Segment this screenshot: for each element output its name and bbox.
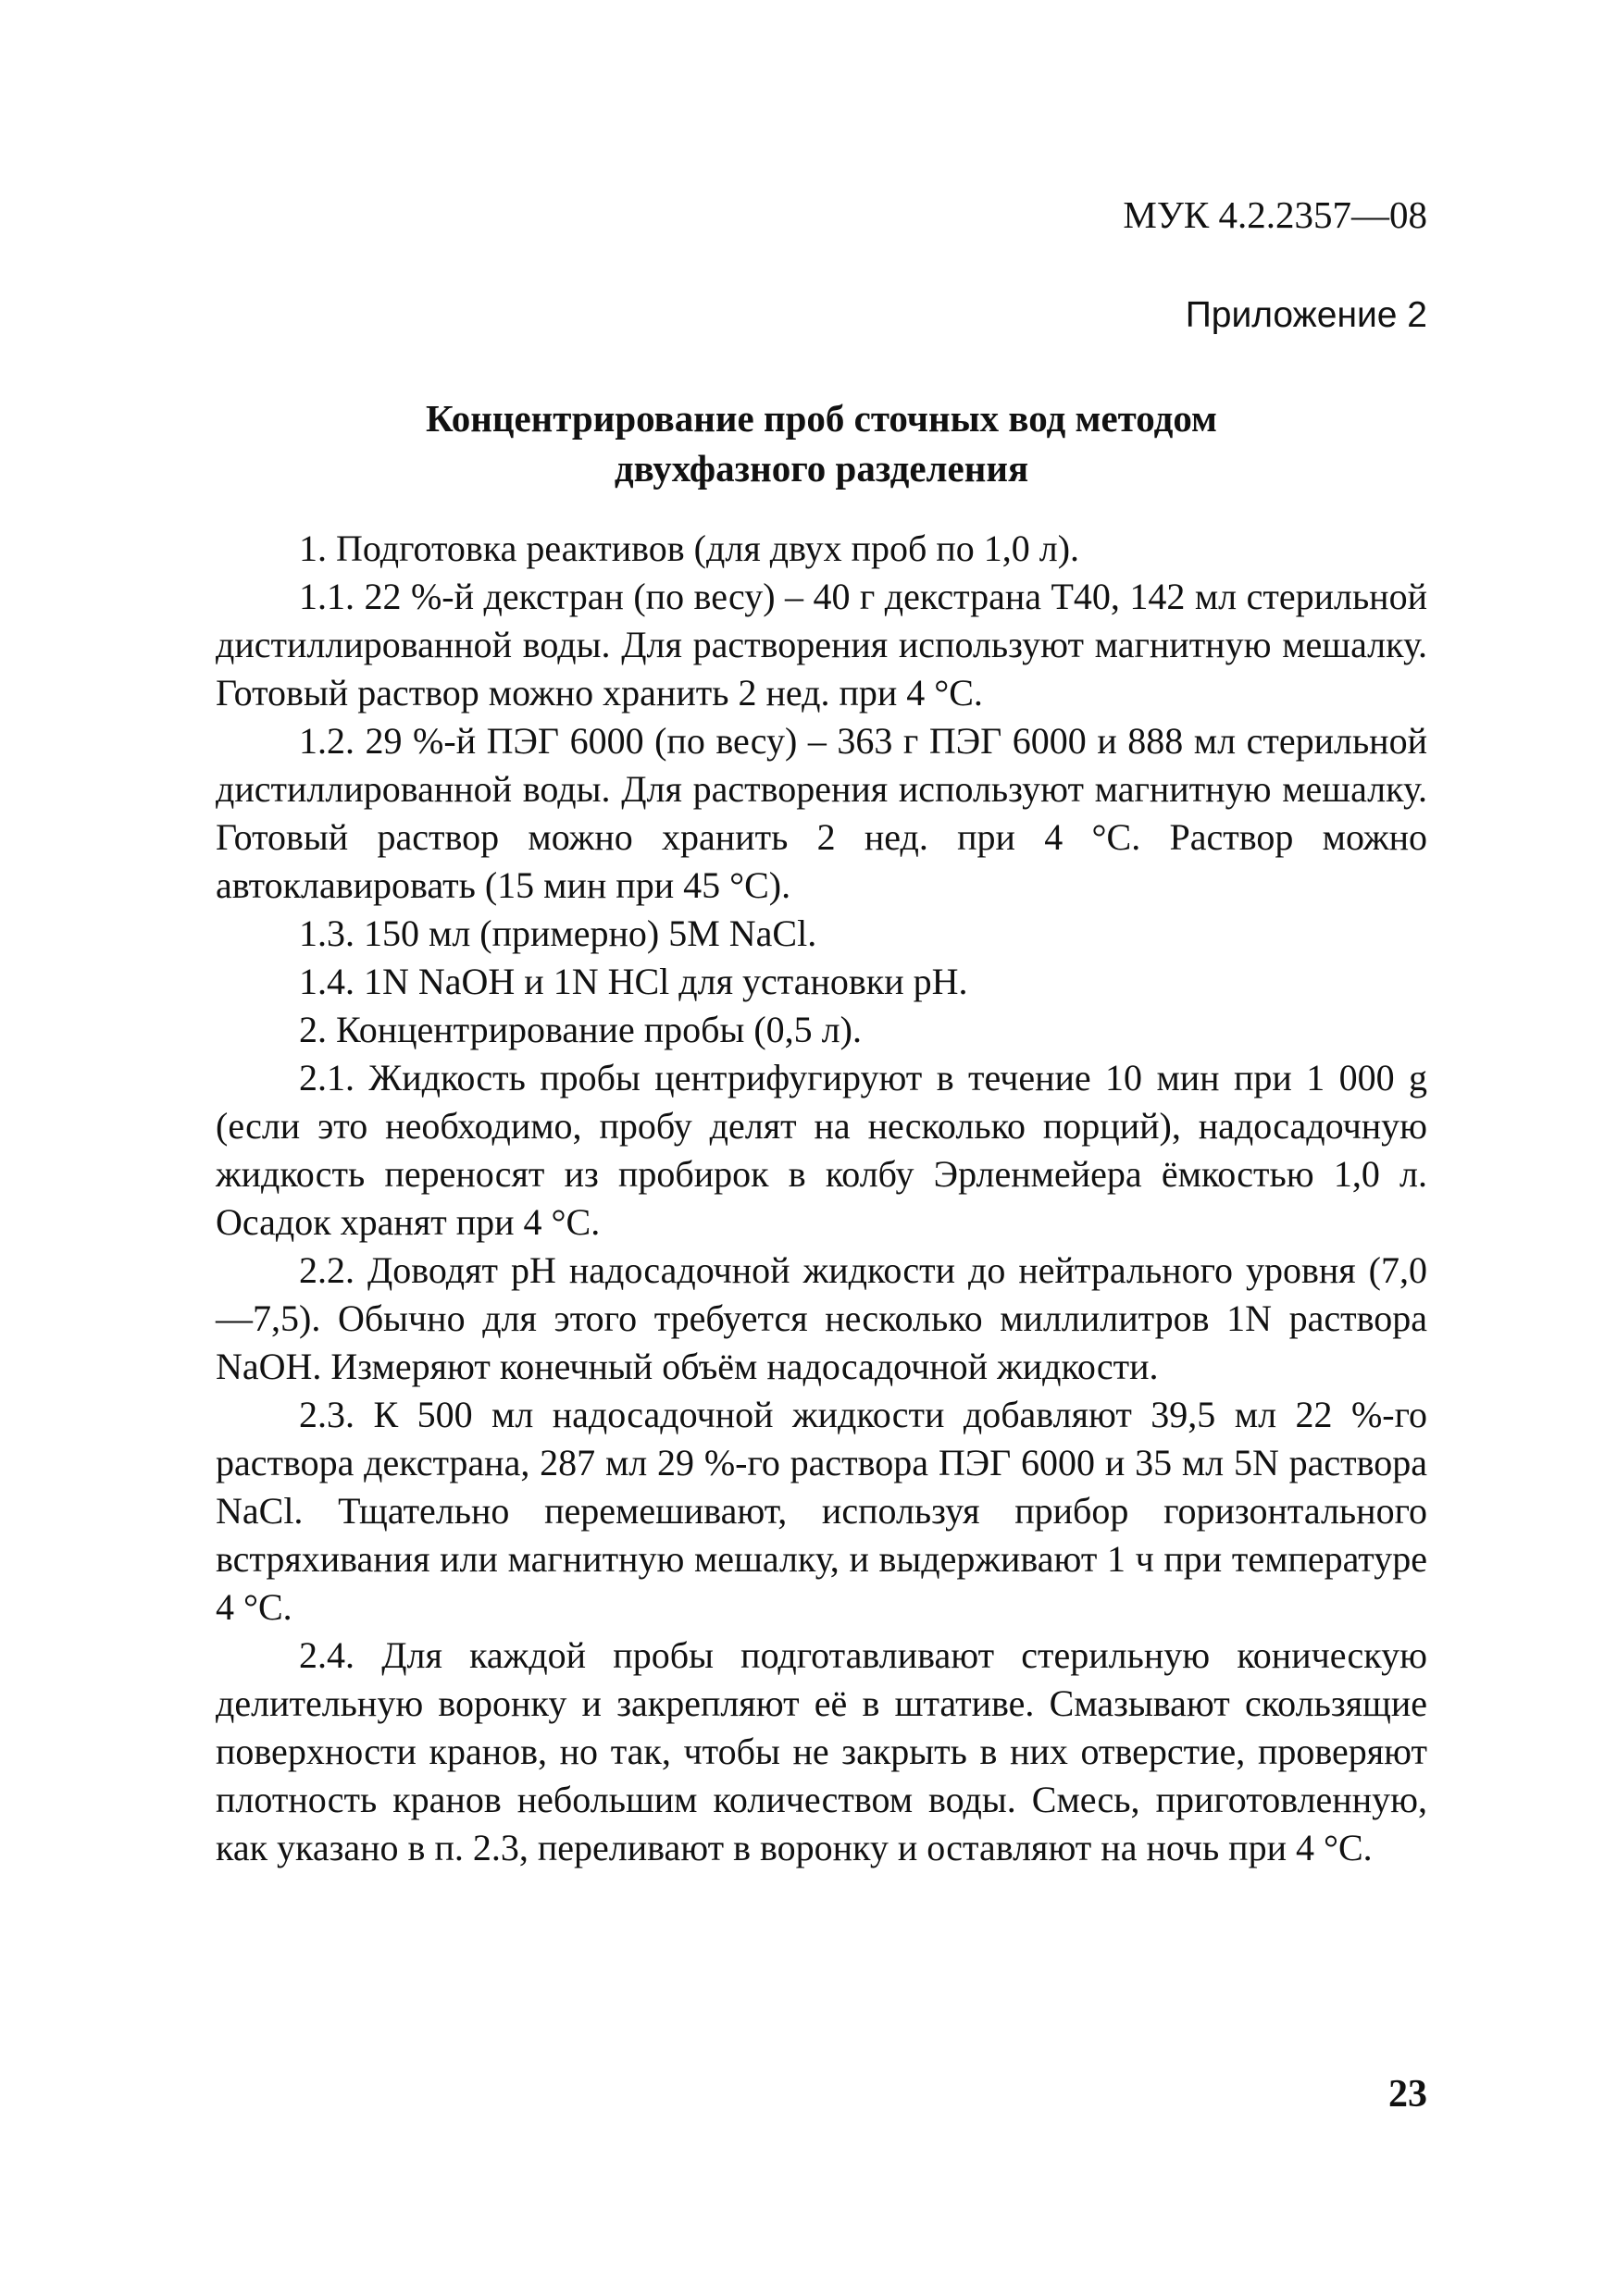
paragraph-2-4: 2.4. Для каждой пробы подготавливают стерильную коническую делительную воронку и закрепляют её в штативе. Смазывают скользящие поверхности кранов, но так, чтобы не закрыть в них отверстие, проверяют плотность кранов небольшим количеством воды. Смесь, приготовленную, как указано в п. 2.3, переливают в воронку и оставляют на ночь при 4 °С. bbox=[216, 1634, 1427, 1868]
paragraph-1-4: 1.4. 1N NaOH и 1N HCl для установки pH. bbox=[299, 961, 968, 1002]
paragraph-2-2: 2.2. Доводят pH надосадочной жидкости до нейтрального уровня (7,0—7,5). Обычно для этого требуется несколько миллилитров 1N раствора NaOH. Измеряют конечный объём надосадочной жидкости. bbox=[216, 1249, 1427, 1387]
appendix-label: Приложение 2 bbox=[1185, 295, 1427, 335]
document-code: МУК 4.2.2357—08 bbox=[1123, 193, 1427, 236]
page-number: 23 bbox=[1388, 2073, 1427, 2116]
paragraph-2-1: 2.1. Жидкость пробы центрифугируют в течение 10 мин при 1 000 g (если это необходимо, пробу делят на несколько порций), надосадочную жидкость переносят из пробирок в колбу Эрленмейера ёмкостью 1,0 л. Осадок хранят при 4 °С. bbox=[216, 1057, 1427, 1243]
section-title-line-1: Концентрирование проб сточных вод методом bbox=[426, 397, 1217, 440]
paragraph-1-2: 1.2. 29 %-й ПЭГ 6000 (по весу) – 363 г ПЭГ 6000 и 888 мл стерильной дистиллированной воды. Для растворения используют магнитную мешалку. Готовый раствор можно хранить 2 нед. при 4 °С. Раствор можно автоклавировать (15 мин при 45 °С). bbox=[216, 720, 1427, 906]
section-title bbox=[216, 393, 1427, 493]
paragraph-2-3: 2.3. К 500 мл надосадочной жидкости добавляют 39,5 мл 22 %-го раствора декстрана, 287 мл 29 %-го раствора ПЭГ 6000 и 35 мл 5N раствора NaCl. Тщательно перемешивают, используя прибор горизонтального встряхивания или магнитную мешалку, и выдерживают 1 ч при температуре 4 °С. bbox=[216, 1394, 1427, 1628]
paragraph-1-3: 1.3. 150 мл (примерно) 5M NaCl. bbox=[299, 912, 817, 954]
paragraph-2: 2. Концентрирование пробы (0,5 л). bbox=[299, 1009, 862, 1050]
document-body bbox=[216, 525, 1427, 1872]
paragraph-1-1: 1.1. 22 %-й декстран (по весу) – 40 г декстрана Т40, 142 мл стерильной дистиллированной воды. Для растворения используют магнитную мешалку. Готовый раствор можно хранить 2 нед. при 4 °С. bbox=[216, 576, 1427, 714]
paragraph-1: 1. Подготовка реактивов (для двух проб по 1,0 л). bbox=[299, 527, 1080, 569]
section-title-line-2: двухфазного разделения bbox=[614, 447, 1029, 490]
